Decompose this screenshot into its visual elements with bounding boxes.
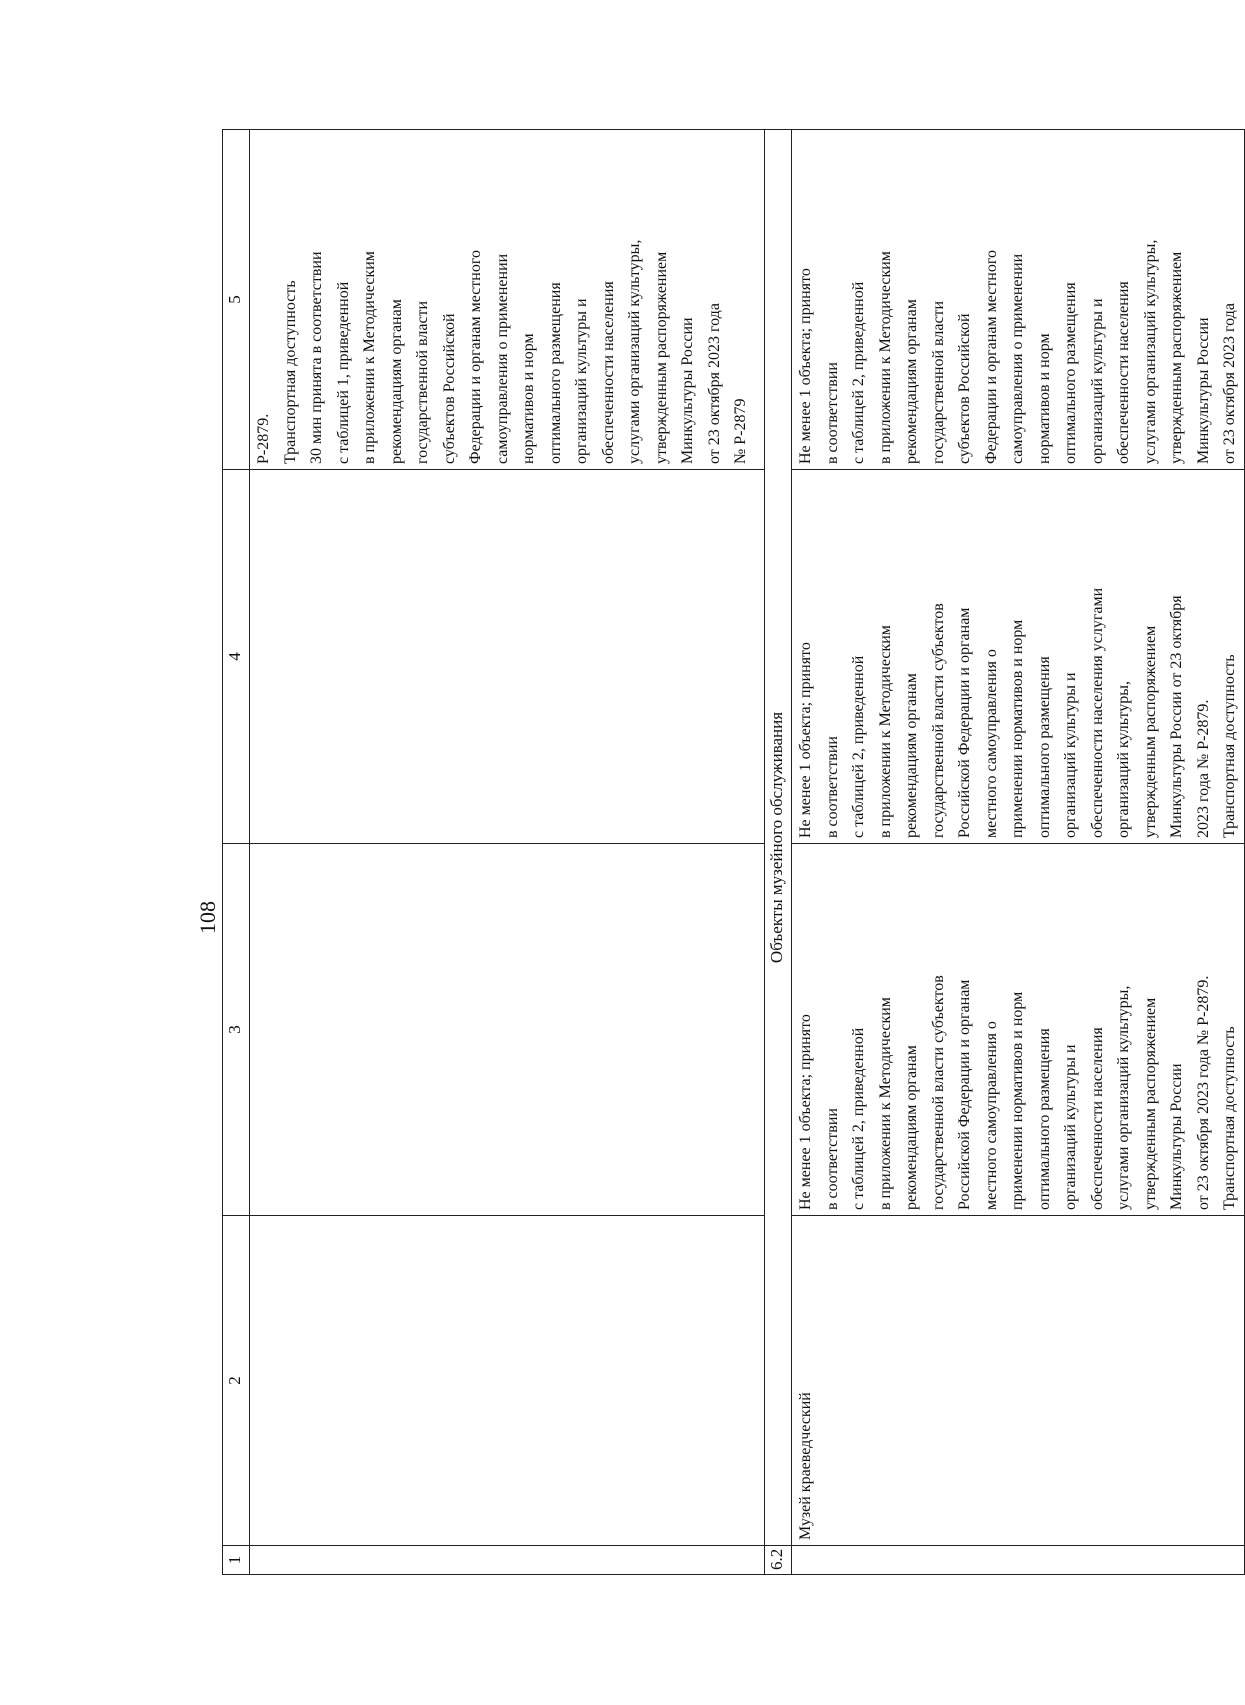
row-cell-5: Не менее 1 объекта; принято в соответствии с таблицей 2, приведенной в приложении к Методическим рекомендациям органам государственной власти субъектов Российской Федерации и органам местного самоуправления о применении нормативов и норм оптимального размещения организаций культуры и обеспеченности населения услугами организаций культуры, утвержденным распоряжением Минкультуры России от 23 октября 2023 года [792, 130, 1245, 470]
cont-cell-4 [250, 470, 765, 844]
table-row [792, 130, 1245, 1575]
section-title: Объекты музейного обслуживания [765, 130, 792, 1546]
header-cell-3: 3 [223, 844, 250, 1216]
continuation-row [250, 130, 765, 1575]
header-cell-5: 5 [223, 130, 250, 470]
section-number: 6.2 [765, 1546, 792, 1575]
cont-cell-3 [250, 844, 765, 1216]
page-number: 108 [195, 901, 220, 934]
header-row [223, 130, 250, 1575]
row-cell-2: Музей краеведческий [792, 1216, 1245, 1546]
normative-table [222, 129, 1245, 1575]
header-cell-1: 1 [223, 1546, 250, 1575]
header-cell-2: 2 [223, 1216, 250, 1546]
header-cell-4: 4 [223, 470, 250, 844]
cont-cell-1 [250, 1546, 765, 1575]
row-cell-3: Не менее 1 объекта; принято в соответствии с таблицей 2, приведенной в приложении к Методическим рекомендациям органам государственной власти субъектов Российской Федерации и органам местного самоуправления о применении нормативов и норм оптимального размещения организаций культуры и обеспеченности населения услугами организаций культуры, утвержденным распоряжением Минкультуры России от 23 октября 2023 года № Р-2879. Транспортная доступность [792, 844, 1245, 1216]
row-cell-1 [792, 1546, 1245, 1575]
cont-cell-5: Р-2879. Транспортная доступность 30 мин принята в соответствии с таблицей 1, приведенной в приложении к Методическим рекомендациям органам государственной власти субъектов Российской Федерации и органам местного самоуправления о применении нормативов и норм оптимального размещения организаций культуры и обеспеченности населения услугами организаций культуры, утвержденным распоряжением Минкультуры России от 23 октября 2023 года № Р-2879 [250, 130, 765, 470]
row-cell-4: Не менее 1 объекта; принято в соответствии с таблицей 2, приведенной в приложении к Методическим рекомендациям органам государственной власти субъектов Российской Федерации и органам местного самоуправления о применении нормативов и норм оптимального размещения организаций культуры и обеспеченности населения услугами организаций культуры, утвержденным распоряжением Минкультуры России от 23 октября 2023 года № Р-2879. Транспортная доступность [792, 470, 1245, 844]
cont-cell-2 [250, 1216, 765, 1546]
section-row [765, 130, 792, 1575]
rotated-page [110, 130, 1238, 1705]
